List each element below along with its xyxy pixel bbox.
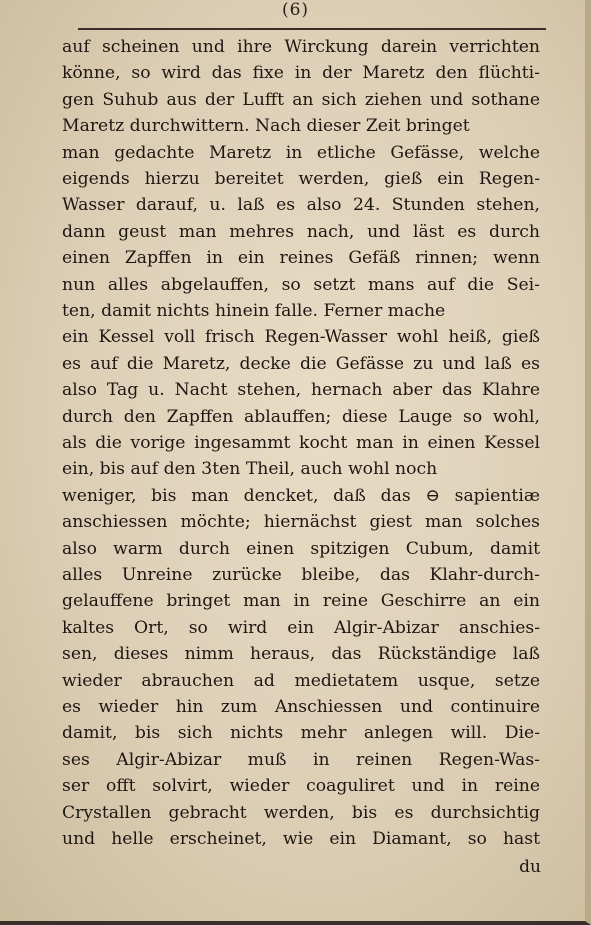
text-line: also warm durch einen spitzigen Cubum, damit (62, 538, 540, 559)
text-line: es wieder hin zum Anschiessen und continuire (62, 697, 540, 717)
text-line: ser offt solvirt, wieder coaguliret und in reine (62, 776, 540, 797)
text-line: Crystallen gebracht werden, bis es durchsichtig (62, 802, 540, 823)
text-line: ein Kessel voll frisch Regen-Wasser wohl heiß, gieß (62, 327, 540, 348)
text-line: einen Zapffen in ein reines Gefäß rinnen; wenn (62, 248, 540, 269)
catchword: du (519, 857, 541, 877)
text-line: dann geust man mehres nach, und läst es durch (62, 221, 540, 242)
text-line: weniger, bis man dencket, daß das ⊖ sapientiæ (62, 485, 540, 506)
text-line: man gedachte Maretz in etliche Gefässe, welche (62, 142, 540, 163)
text-line: wieder abrauchen ad medietatem usque, setze (62, 670, 540, 691)
text-line: auf scheinen und ihre Wirckung darein verrichten (62, 37, 540, 57)
text-line: durch den Zapffen ablauffen; diese Lauge so wohl, (62, 406, 540, 427)
text-line: als die vorige ingesammt kocht man in einen Kessel (62, 433, 540, 453)
text-line: gelauffene bringet man in reine Geschirre an ein (62, 591, 540, 612)
text-line: alles Unreine zurücke bleibe, das Klahr-durch- (62, 565, 540, 585)
text-line: Wasser darauf, u. laß es also 24. Stunden stehen, (62, 195, 540, 216)
text-line: ein, bis auf den 3ten Theil, auch wohl noch (62, 459, 438, 480)
text-line: und helle erscheinet, wie ein Diamant, so hast (62, 829, 540, 849)
header-rule (78, 28, 546, 30)
page-number: (6) (281, 0, 310, 20)
text-line: nun alles abgelauffen, so setzt mans auf die Sei- (62, 274, 540, 295)
text-line: also Tag u. Nacht stehen, hernach aber das Klahre (62, 380, 540, 401)
text-line: sen, dieses nimm heraus, das Rückständige laß (62, 644, 540, 665)
text-line: anschiessen möchte; hiernächst giest man solches (62, 512, 540, 533)
text-line: ten, damit nichts hinein falle. Ferner mache (62, 301, 446, 321)
text-line: ses Algir-Abizar muß in reinen Regen-Was- (62, 749, 540, 770)
text-line: gen Suhub aus der Lufft an sich ziehen und sothane (62, 89, 540, 110)
text-line: damit, bis sich nichts mehr anlegen will. Die- (62, 723, 540, 744)
text-line: es auf die Maretz, decke die Gefässe zu und laß es (62, 353, 540, 374)
text-line: Maretz durchwittern. Nach dieser Zeit bringet (62, 116, 470, 137)
text-line: eigends hierzu bereitet werden, gieß ein Regen- (62, 169, 540, 189)
text-line: könne, so wird das fixe in der Maretz den flüchti- (62, 63, 540, 84)
text-line: kaltes Ort, so wird ein Algir-Abizar anschies- (62, 617, 540, 638)
